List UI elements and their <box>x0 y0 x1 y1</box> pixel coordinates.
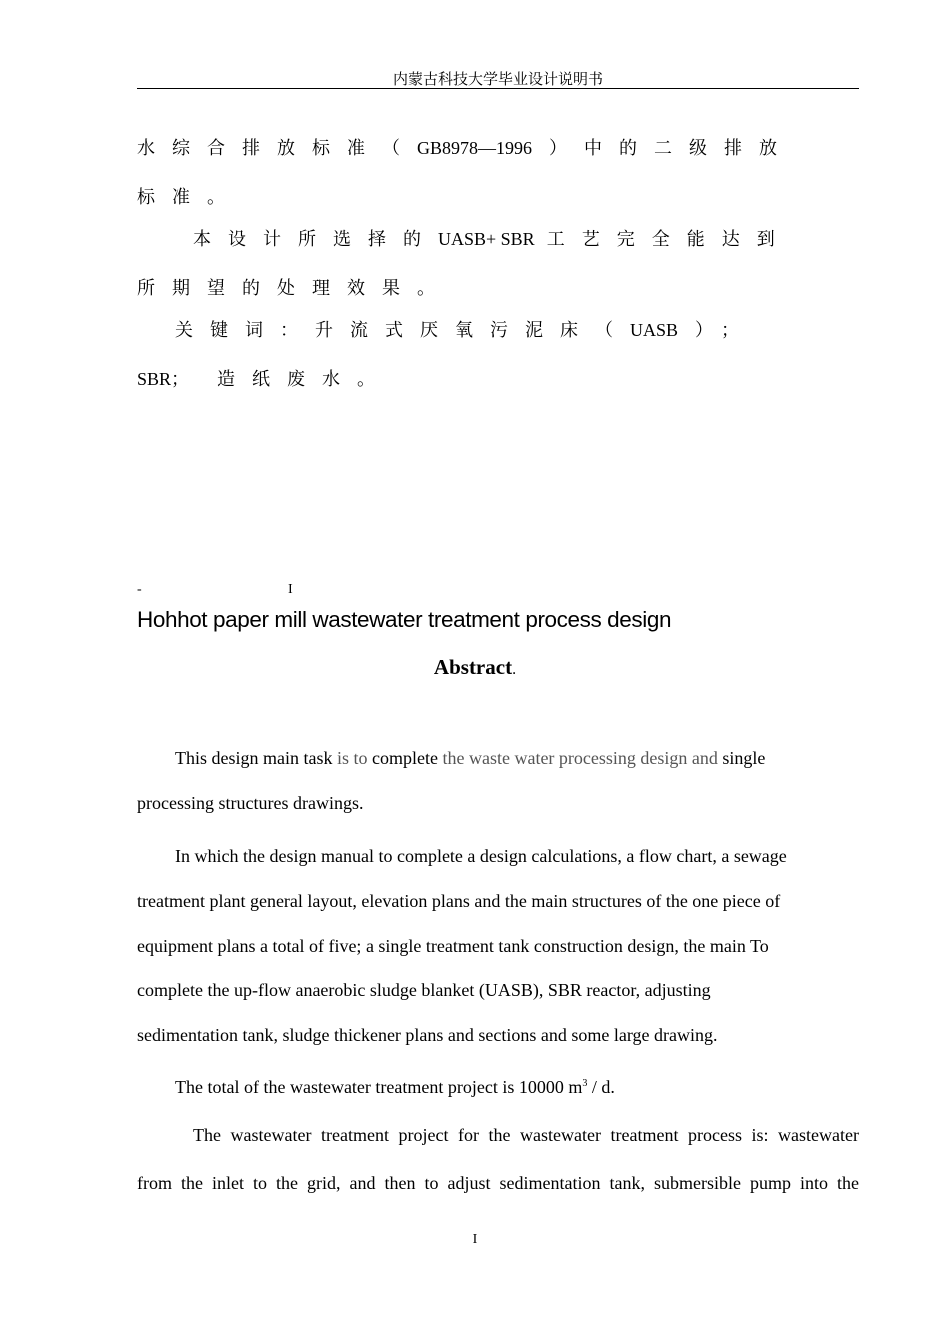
keyword-abbr: SBR； <box>137 369 190 389</box>
text-run: the waste water processing design and <box>442 748 723 768</box>
keyword-abbr: UASB <box>630 320 679 340</box>
abstract-heading-dot: . <box>512 661 517 678</box>
abstract-heading-text: Abstract <box>433 655 513 679</box>
abstract-para-2-line: treatment plant general layout, elevation plans and the main structures of the one piece of <box>137 891 781 911</box>
cn-line-3 <box>193 225 792 251</box>
abstract-para-2-line: sedimentation tank, sludge thickener plans and sections and some large drawing. <box>137 1025 718 1045</box>
page-marker-dash: - <box>137 582 142 597</box>
cn-text: 关键词：升流式厌氧污泥床（ <box>175 320 630 340</box>
cn-text: 工艺完全能达到 <box>546 229 792 249</box>
cn-text: ）中的二级排放 <box>549 138 795 158</box>
cn-text: ）； <box>695 320 757 340</box>
cn-line-1 <box>137 134 794 160</box>
cn-line-4: 所期望的处理效果。 <box>137 278 452 298</box>
page-marker-roman: I <box>288 582 293 597</box>
abstract-para-1-line-2: processing structures drawings. <box>137 793 364 813</box>
cn-text: 本设计所选择的 <box>193 229 438 249</box>
cn-text: 水综合排放标准（ <box>137 138 417 158</box>
cn-line-2: 标准。 <box>137 187 242 207</box>
running-header: 内蒙古科技大学毕业设计说明书 <box>392 72 603 88</box>
abstract-para-4-line: from the inlet to the grid, and then to adjust sedimentation tank, submersible pump into the <box>137 1173 859 1193</box>
abstract-para-2-line: complete the up-flow anaerobic sludge blanket (UASB), SBR reactor, adjusting <box>137 980 711 1000</box>
standard-code: GB8978—1996 <box>417 138 533 158</box>
text-run: The total of the wastewater treatment project is 10000 m <box>175 1077 583 1097</box>
text-run: This design main task <box>175 748 337 768</box>
page-number: I <box>472 1232 478 1247</box>
process-name: UASB+ SBR <box>438 229 535 249</box>
cn-text: 造纸废水。 <box>217 369 393 389</box>
text-run: complete <box>372 748 443 768</box>
keywords-line <box>175 316 756 342</box>
keywords-line-2 <box>137 365 392 391</box>
header-rule <box>137 88 859 89</box>
text-run: / d. <box>587 1077 615 1097</box>
superscript: 3 <box>582 1078 588 1089</box>
abstract-para-1-line-1 <box>175 748 765 769</box>
text-run: single <box>722 748 766 768</box>
abstract-para-4-line: The wastewater treatment project for the wastewater treatment process is: wastewater <box>193 1125 859 1145</box>
abstract-para-2-line: equipment plans a total of five; a single treatment tank construction design, the main To <box>137 936 769 956</box>
english-title: Hohhot paper mill wastewater treatment process design <box>137 607 672 632</box>
abstract-heading <box>0 655 950 680</box>
text-run: is to <box>336 748 372 768</box>
abstract-para-3 <box>175 1077 615 1098</box>
abstract-para-2-line: In which the design manual to complete a design calculations, a flow chart, a sewage <box>175 846 787 866</box>
